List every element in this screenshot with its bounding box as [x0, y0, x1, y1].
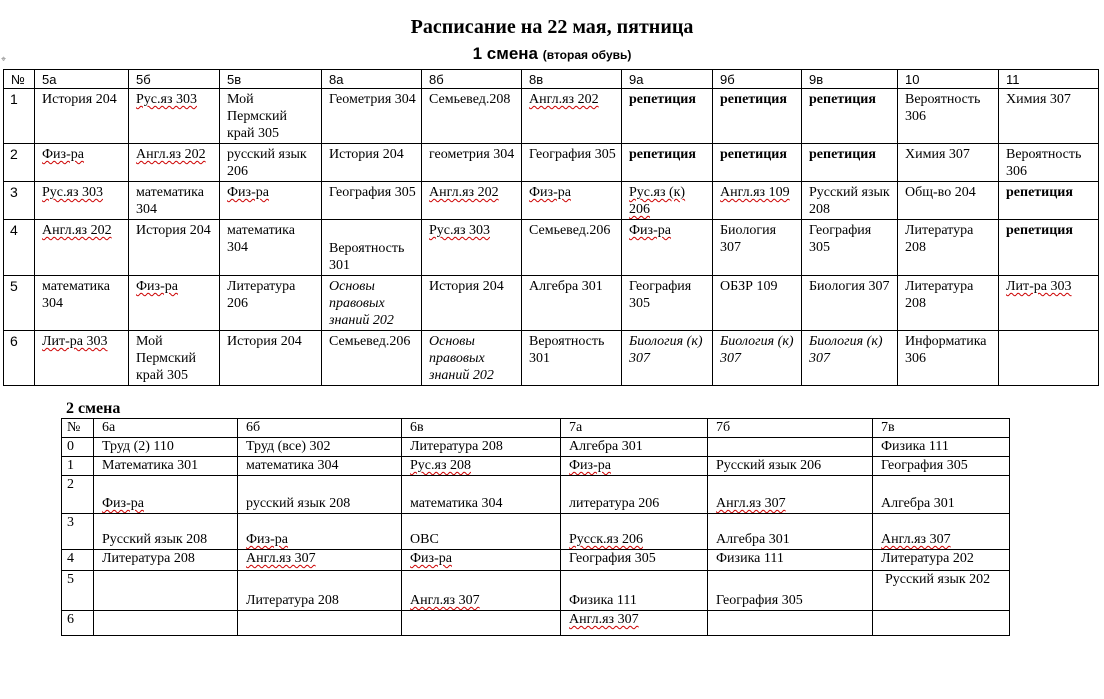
lesson-number	[62, 571, 94, 611]
schedule-cell	[35, 144, 129, 182]
schedule-cell	[561, 457, 708, 476]
schedule-cell	[873, 457, 1010, 476]
schedule-cell	[561, 571, 708, 611]
schedule-cell	[873, 438, 1010, 457]
header-class: 6в	[402, 419, 561, 438]
cell-text: Физ-ра	[227, 185, 269, 200]
cell-text: Физ-ра	[410, 551, 452, 566]
schedule-cell	[402, 438, 561, 457]
schedule-cell	[999, 182, 1099, 220]
table-row	[62, 550, 1010, 571]
page-title: Расписание на 22 мая, пятница	[410, 16, 694, 38]
schedule-cell	[802, 89, 898, 144]
schedule-cell	[522, 220, 622, 276]
schedule-cell	[322, 220, 422, 276]
schedule-cell	[622, 144, 713, 182]
schedule-cell	[873, 611, 1010, 636]
schedule-cell	[522, 331, 622, 386]
cell-text: Физ-ра	[102, 496, 144, 511]
cell-text: Литература 208	[410, 439, 503, 454]
schedule-cell	[238, 550, 402, 571]
schedule-cell	[35, 89, 129, 144]
schedule-cell	[35, 331, 129, 386]
cell-text: История 204	[42, 92, 117, 107]
cell-text: География 305	[629, 279, 692, 311]
schedule-cell	[898, 331, 999, 386]
cell-text: Мой Пермский край 305	[227, 92, 287, 141]
header-class: 5а	[35, 70, 129, 89]
table-row	[4, 276, 1099, 331]
schedule-cell	[322, 276, 422, 331]
schedule-cell	[898, 89, 999, 144]
cell-text: Вероятность 301	[529, 334, 605, 366]
schedule-cell	[322, 182, 422, 220]
cell-text: Вероятность 306	[905, 92, 981, 124]
schedule-cell	[898, 276, 999, 331]
schedule-cell	[802, 276, 898, 331]
schedule-cell	[94, 571, 238, 611]
cell-text: Англ.яз 307	[881, 532, 951, 547]
cell-text: История 204	[136, 223, 211, 238]
cell-text: Химия 307	[1006, 92, 1071, 107]
cell-text: Лит-ра 303	[42, 334, 108, 349]
schedule-cell	[873, 476, 1010, 514]
cell-text: Биология 307	[809, 279, 890, 294]
schedule-cell	[322, 331, 422, 386]
cell-text: репетиция	[1006, 185, 1073, 200]
cell-text: Физ-ра	[629, 223, 671, 238]
cell-text: 2	[10, 146, 18, 162]
lesson-number	[4, 276, 35, 331]
shift1-label: 1 смена	[472, 44, 539, 63]
schedule-cell	[94, 476, 238, 514]
schedule-cell	[220, 144, 322, 182]
schedule-cell	[220, 276, 322, 331]
cell-text: Литература 202	[881, 551, 974, 566]
cell-text: Русский язык 208	[102, 532, 208, 547]
cell-text: Англ.яз 307	[716, 496, 786, 511]
cell-text: Русский язык 206	[716, 458, 822, 473]
schedule-cell	[402, 476, 561, 514]
schedule-cell	[238, 438, 402, 457]
cell-text: ОВС	[410, 532, 439, 547]
schedule-cell	[802, 331, 898, 386]
schedule-cell	[238, 571, 402, 611]
schedule-cell	[708, 457, 873, 476]
lesson-number	[62, 514, 94, 550]
cell-text: 4	[10, 222, 18, 238]
cell-text: Физика 111	[569, 593, 637, 608]
cell-text: 6	[10, 333, 18, 349]
cell-text: репетиция	[1006, 223, 1073, 238]
schedule-cell	[873, 550, 1010, 571]
schedule-cell	[35, 220, 129, 276]
cell-text: математика 304	[410, 496, 503, 511]
lesson-number	[62, 438, 94, 457]
header-class: 5б	[129, 70, 220, 89]
cell-text: География 305	[569, 551, 656, 566]
cell-text: Рус.яз 303	[429, 223, 490, 238]
cell-text: Лит-ра 303	[1006, 279, 1072, 294]
schedule-cell	[708, 476, 873, 514]
schedule-cell	[561, 514, 708, 550]
header-class: 9б	[713, 70, 802, 89]
schedule-cell	[422, 331, 522, 386]
schedule-cell	[129, 276, 220, 331]
cell-text: География 305	[809, 223, 872, 255]
cell-text: Русский язык 202	[885, 572, 991, 587]
cell-text: Вероятность 301	[329, 241, 405, 273]
cell-text: 1	[67, 458, 74, 473]
header-class: 7а	[561, 419, 708, 438]
cell-text: Литература 206	[227, 279, 296, 311]
cell-text: русский язык 208	[246, 496, 351, 511]
schedule-cell	[802, 220, 898, 276]
schedule-cell	[522, 144, 622, 182]
schedule-cell	[422, 182, 522, 220]
table-row	[62, 476, 1010, 514]
schedule-cell	[708, 611, 873, 636]
table-row	[4, 89, 1099, 144]
schedule-cell	[898, 220, 999, 276]
schedule-cell	[220, 89, 322, 144]
schedule-cell	[402, 514, 561, 550]
cell-text: 5	[67, 572, 74, 587]
cell-text: Рус.яз 303	[136, 92, 197, 107]
lesson-number	[4, 89, 35, 144]
cell-text: Рус.яз 303	[42, 185, 103, 200]
cell-text: Физ-ра	[569, 458, 611, 473]
schedule-cell	[708, 550, 873, 571]
schedule-cell	[220, 331, 322, 386]
schedule-cell	[422, 89, 522, 144]
schedule-cell	[999, 89, 1099, 144]
cell-text: 0	[67, 439, 74, 454]
cell-text: Физика 111	[881, 439, 949, 454]
schedule-cell	[238, 457, 402, 476]
schedule-cell	[713, 182, 802, 220]
cell-text: Алгебра 301	[881, 496, 955, 511]
shift1-table	[3, 69, 1099, 386]
cell-text: репетиция	[809, 147, 876, 162]
schedule-cell	[713, 220, 802, 276]
header-class: 9а	[622, 70, 713, 89]
table-row	[62, 514, 1010, 550]
schedule-cell	[802, 182, 898, 220]
cell-text: География 305	[881, 458, 968, 473]
cell-text: Литература 208	[905, 279, 974, 311]
cell-text: математика 304	[246, 458, 339, 473]
table-row	[62, 457, 1010, 476]
lesson-number	[4, 144, 35, 182]
schedule-cell	[322, 144, 422, 182]
cell-text: Геометрия 304	[329, 92, 416, 107]
cell-text: Химия 307	[905, 147, 970, 162]
schedule-cell	[999, 144, 1099, 182]
table-anchor-marker: ⌖	[1, 54, 7, 64]
cell-text: История 204	[429, 279, 504, 294]
header-class: 6б	[238, 419, 402, 438]
schedule-cell	[622, 89, 713, 144]
schedule-cell	[322, 89, 422, 144]
cell-text: 4	[67, 551, 74, 566]
schedule-cell	[35, 182, 129, 220]
cell-text: Русск.яз 206	[569, 532, 643, 547]
cell-text: Общ-во 204	[905, 185, 976, 200]
lesson-number	[62, 611, 94, 636]
table-row	[62, 438, 1010, 457]
table-row	[4, 331, 1099, 386]
cell-text: Русский язык 208	[809, 185, 890, 217]
cell-text: репетиция	[809, 92, 876, 107]
header-class: 8в	[522, 70, 622, 89]
cell-text: математика 304	[227, 223, 295, 255]
cell-text: Литература 208	[905, 223, 974, 255]
schedule-cell	[713, 331, 802, 386]
cell-text: Основы правовых знаний 202	[329, 279, 394, 328]
lesson-number	[62, 476, 94, 514]
schedule-cell	[402, 611, 561, 636]
schedule-cell	[999, 220, 1099, 276]
cell-text: Основы правовых знаний 202	[429, 334, 494, 383]
cell-text: Биология (к) 307	[629, 334, 703, 366]
schedule-cell	[129, 89, 220, 144]
cell-text: 2	[67, 477, 74, 492]
cell-text: Литература 208	[246, 593, 339, 608]
cell-text: репетиция	[629, 92, 696, 107]
table-row	[62, 611, 1010, 636]
schedule-cell	[522, 182, 622, 220]
cell-text: Англ.яз 202	[42, 223, 112, 238]
schedule-cell	[622, 182, 713, 220]
header-class: 8а	[322, 70, 422, 89]
shift2-label: 2 смена	[66, 400, 121, 417]
header-class: 9в	[802, 70, 898, 89]
lesson-number	[4, 220, 35, 276]
header-class: 10	[898, 70, 999, 89]
schedule-cell	[713, 144, 802, 182]
schedule-cell	[94, 457, 238, 476]
cell-text: География 305	[716, 593, 803, 608]
cell-text: Физ-ра	[42, 147, 84, 162]
cell-text: Труд (2) 110	[102, 439, 174, 454]
schedule-cell	[129, 331, 220, 386]
cell-text: Физ-ра	[529, 185, 571, 200]
cell-text: математика 304	[136, 185, 204, 217]
cell-text: Семьевед.208	[429, 92, 511, 107]
table-header-row	[4, 70, 1099, 89]
header-class: 7в	[873, 419, 1010, 438]
cell-text: 3	[67, 515, 74, 530]
header-class: 11	[999, 70, 1099, 89]
schedule-cell	[522, 276, 622, 331]
header-number: №	[4, 70, 35, 89]
cell-text: Физика 111	[716, 551, 784, 566]
lesson-number	[62, 550, 94, 571]
cell-text: География 305	[329, 185, 416, 200]
schedule-cell	[873, 571, 1010, 611]
cell-text: Англ.яз 202	[136, 147, 206, 162]
schedule-cell	[708, 514, 873, 550]
table-header-row	[62, 419, 1010, 438]
shift2-table	[61, 418, 1010, 636]
cell-text: История 204	[227, 334, 302, 349]
schedule-cell	[402, 571, 561, 611]
schedule-cell	[35, 276, 129, 331]
cell-text: Англ.яз 307	[569, 612, 639, 627]
cell-text: Физ-ра	[246, 532, 288, 547]
cell-text: репетиция	[720, 147, 787, 162]
schedule-cell	[561, 438, 708, 457]
cell-text: 5	[10, 278, 18, 294]
cell-text: Рус.яз (к) 206	[629, 185, 686, 217]
schedule-cell	[402, 457, 561, 476]
cell-text: репетиция	[629, 147, 696, 162]
schedule-cell	[129, 144, 220, 182]
header-class: 5в	[220, 70, 322, 89]
schedule-cell	[94, 550, 238, 571]
schedule-cell	[713, 89, 802, 144]
table-row	[62, 571, 1010, 611]
header-class: 8б	[422, 70, 522, 89]
schedule-cell	[238, 611, 402, 636]
cell-text: Труд (все) 302	[246, 439, 331, 454]
schedule-cell	[422, 144, 522, 182]
schedule-cell	[129, 182, 220, 220]
schedule-cell	[873, 514, 1010, 550]
schedule-cell	[422, 220, 522, 276]
schedule-cell	[898, 182, 999, 220]
header-number: №	[62, 419, 94, 438]
schedule-cell	[561, 550, 708, 571]
table-row	[4, 144, 1099, 182]
lesson-number	[4, 182, 35, 220]
schedule-cell	[220, 182, 322, 220]
schedule-cell	[622, 220, 713, 276]
lesson-number	[4, 331, 35, 386]
cell-text: Алгебра 301	[569, 439, 643, 454]
schedule-cell	[129, 220, 220, 276]
cell-text: Биология (к) 307	[720, 334, 794, 366]
cell-text: ОБЗР 109	[720, 279, 778, 294]
schedule-cell	[402, 550, 561, 571]
schedule-cell	[999, 276, 1099, 331]
cell-text: Физ-ра	[136, 279, 178, 294]
schedule-cell	[713, 276, 802, 331]
cell-text: Англ.яз 202	[529, 92, 599, 107]
schedule-cell	[708, 571, 873, 611]
table-row	[4, 182, 1099, 220]
schedule-cell	[708, 438, 873, 457]
cell-text: 6	[67, 612, 74, 627]
schedule-cell	[94, 438, 238, 457]
schedule-cell	[220, 220, 322, 276]
schedule-cell	[422, 276, 522, 331]
header-class: 6а	[94, 419, 238, 438]
cell-text: Биология (к) 307	[809, 334, 883, 366]
schedule-cell	[999, 331, 1099, 386]
cell-text: Информатика 306	[905, 334, 987, 366]
cell-text: Биология 307	[720, 223, 777, 255]
cell-text: русский язык 206	[227, 147, 307, 179]
cell-text: Семьевед.206	[329, 334, 411, 349]
cell-text: 3	[10, 184, 18, 200]
lesson-number	[62, 457, 94, 476]
cell-text: математика 304	[42, 279, 110, 311]
cell-text: 1	[10, 91, 18, 107]
schedule-cell	[622, 276, 713, 331]
cell-text: Математика 301	[102, 458, 199, 473]
schedule-cell	[561, 476, 708, 514]
cell-text: Алгебра 301	[529, 279, 603, 294]
cell-text: Мой Пермский край 305	[136, 334, 196, 383]
cell-text: литература 206	[569, 496, 660, 511]
schedule-cell	[622, 331, 713, 386]
cell-text: Англ.яз 307	[410, 593, 480, 608]
schedule-cell	[561, 611, 708, 636]
schedule-cell	[94, 514, 238, 550]
schedule-cell	[898, 144, 999, 182]
cell-text: Англ.яз 307	[246, 551, 316, 566]
cell-text: Литература 208	[102, 551, 195, 566]
cell-text: Алгебра 301	[716, 532, 790, 547]
cell-text: История 204	[329, 147, 404, 162]
cell-text: Англ.яз 109	[720, 185, 790, 200]
cell-text: Семьевед.206	[529, 223, 611, 238]
cell-text: Вероятность 306	[1006, 147, 1082, 179]
cell-text: репетиция	[720, 92, 787, 107]
shift1-heading	[0, 42, 1104, 67]
cell-text: Англ.яз 202	[429, 185, 499, 200]
cell-text: геометрия 304	[429, 147, 515, 162]
schedule-cell	[238, 476, 402, 514]
schedule-cell	[802, 144, 898, 182]
table-row	[4, 220, 1099, 276]
schedule-cell	[94, 611, 238, 636]
shift1-note: (вторая обувь)	[542, 48, 632, 62]
header-class: 7б	[708, 419, 873, 438]
cell-text: Рус.яз 208	[410, 458, 471, 473]
cell-text: География 305	[529, 147, 616, 162]
schedule-cell	[238, 514, 402, 550]
schedule-cell	[522, 89, 622, 144]
